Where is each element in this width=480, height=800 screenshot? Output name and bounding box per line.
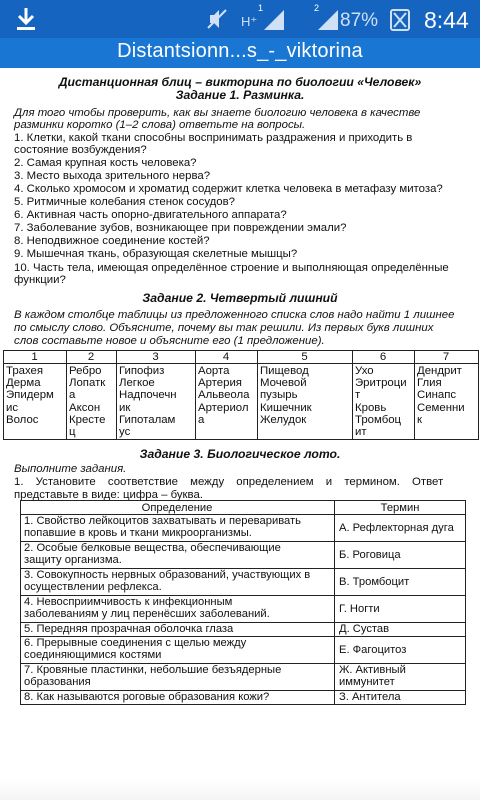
question: 2. Самая крупная кость человека? — [14, 157, 197, 169]
word-list: Гипофиз Легкое Надпочечн ик Гипоталам ус — [119, 365, 177, 439]
question: 6. Активная часть опорно-двигательного аппарата? — [14, 209, 287, 221]
term-text: Ж. Активный иммунитет — [339, 664, 406, 688]
definition-text: 3. Совокупность нервных образований, участвующих в осуществлении рефлекса. — [24, 569, 311, 593]
task2-intro-line: В каждом столбце таблицы из предложенного списка слов надо найти 1 лишнее — [14, 309, 455, 321]
task1-intro-line: Для того чтобы проверить, как вы знаете биологию человека в качестве — [14, 107, 421, 119]
table-header-label: 2 — [87, 351, 95, 363]
term-text: З. Антитела — [339, 691, 401, 703]
definition-text: 8. Как называются роговые образования кожи? — [24, 691, 270, 703]
mute-icon — [206, 6, 228, 32]
battery-percent: 87% — [340, 10, 379, 31]
word-list: Дендрит Глия Синапс Семенни к — [417, 365, 465, 426]
document-page[interactable] — [0, 68, 480, 800]
clock: 8:44 — [424, 7, 469, 33]
definition-column-header: Определение — [141, 502, 213, 514]
question: состояние возбуждения? — [14, 144, 147, 156]
word-list: Ребро Лопатк а Аксон Кресте ц — [69, 365, 106, 439]
sim2-label: 2 — [314, 3, 320, 13]
task1-heading: Задание 1. Разминка. — [175, 88, 305, 102]
word-list: Ухо Эритроци т Кровь Тромбоц ит — [355, 365, 407, 439]
page-edge — [0, 780, 480, 800]
task2-intro-line: слов составьте новое и объясните его (1 предложение). — [14, 335, 325, 347]
task3-instruction: представьте в виде: цифра – буква. — [14, 489, 203, 501]
task2-heading: Задание 2. Четвертый лишний — [142, 291, 338, 305]
table-header-label: 1 — [31, 351, 38, 363]
word-list: Пищевод Мочевой пузырь Кишечник Желудок — [260, 365, 312, 426]
term-text: Е. Фагоцитоз — [339, 644, 407, 656]
table-header-label: 5 — [301, 351, 308, 363]
question: 3. Место выхода зрительного нерва? — [14, 170, 211, 182]
question: 1. Клетки, какой ткани способны воспринимать раздражения и приходить в — [14, 132, 413, 144]
task3-instruction: 1. Установите соответствие между определением и термином. Ответ — [14, 476, 444, 488]
task2-intro-line: по смыслу слово. Объясните, почему вы так решили. Из первых букв лишних — [14, 322, 434, 334]
sim1-label: 1 — [258, 3, 264, 13]
term-text: А. Рефлекторная дуга — [339, 522, 454, 534]
question: 9. Мышечная ткань, образующая скелетные мышцы? — [14, 248, 298, 260]
question: 4. Сколько хромосом и хроматид содержит клетка человека в метафазу митоза? — [14, 183, 443, 195]
question: 7. Заболевание зубов, возникающее при повреждении эмали? — [14, 222, 347, 234]
definition-text: 2. Особые белковые вещества, обеспечивающие защиту организма. — [24, 542, 281, 566]
quiz-title: Дистанционная блиц – викторина по биологии «Человек» — [58, 75, 422, 89]
signal-icon-sim2 — [316, 6, 340, 32]
table-header-label: 7 — [442, 351, 450, 363]
document-title: Distantsionn...s_-_viktorina — [117, 40, 363, 62]
definition-text: 7. Кровяные пластинки, небольшие безъядерные образования — [24, 664, 282, 688]
definition-text: 4. Невосприимчивость к инфекционным заболеваниям у лиц перенёсших заболеваний. — [24, 596, 270, 620]
task3-heading: Задание 3. Биологическое лото. — [139, 447, 341, 461]
term-text: Д. Сустав — [339, 623, 390, 635]
task1-intro-line: разминки коротко (1–2 слова) ответьте на вопросы. — [14, 119, 306, 131]
question: 8. Неподвижное соединение костей? — [14, 235, 210, 247]
matching-table — [0, 68, 480, 800]
term-text: Б. Роговица — [339, 549, 401, 561]
definition-text: 1. Свойство лейкоцитов захватывать и переваривать попавшие в кровь и ткани микроорганизмы. — [24, 515, 301, 539]
network-type-label: H⁺ — [241, 14, 258, 29]
download-icon — [14, 6, 38, 32]
definition-text: 5. Передняя прозрачная оболочка глаза — [24, 623, 234, 635]
word-list: Трахея Дерма Эпидерм ис Волос — [6, 365, 54, 426]
app-bar — [0, 38, 480, 68]
term-column-header: Термин — [380, 502, 420, 514]
task3-do-tasks: Выполните задания. — [14, 463, 127, 475]
table-header-label: 4 — [222, 351, 230, 363]
term-text: В. Тромбоцит — [339, 576, 410, 588]
signal-icon-sim1 — [262, 6, 286, 32]
table-header-label: 3 — [152, 351, 159, 363]
definition-text: 6. Прерывные соединения с щелью между соединяющимися костями — [24, 637, 247, 661]
question: 5. Ритмичные колебания стенок сосудов? — [14, 196, 236, 208]
status-bar — [0, 0, 480, 38]
word-list: Аорта Артерия Альвеола Артериол а — [198, 365, 250, 426]
battery-icon — [390, 9, 410, 31]
question: 10. Часть тела, имеющая определённое строение и выполняющая определённые — [14, 262, 449, 274]
table-header-label: 6 — [379, 351, 387, 363]
term-text: Г. Ногти — [339, 603, 380, 615]
question: функции? — [14, 274, 66, 286]
